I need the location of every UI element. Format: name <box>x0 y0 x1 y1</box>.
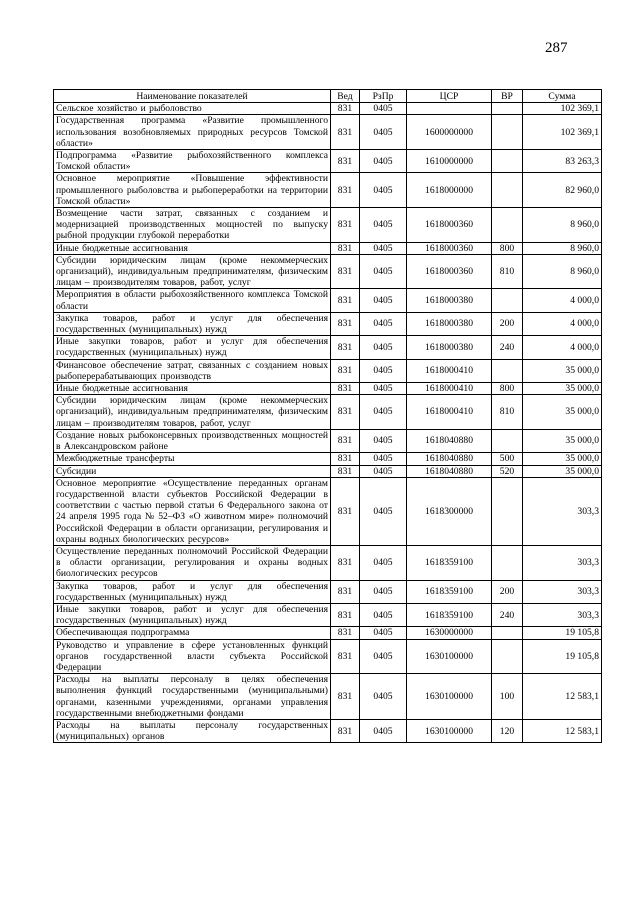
row-rzpr: 0405 <box>360 312 407 335</box>
header-sum: Сумма <box>523 90 602 103</box>
table-row <box>54 719 602 742</box>
row-name: Иные закупки товаров, работ и услуг для обеспечения государственных (муниципальных) нужд <box>54 336 331 359</box>
row-rzpr: 0405 <box>360 383 407 395</box>
row-csr: 1618359100 <box>407 545 492 580</box>
row-sum: 303,3 <box>523 603 602 626</box>
row-ved: 831 <box>331 254 360 289</box>
row-name: Межбюджетные трансферты <box>54 453 331 465</box>
row-ved: 831 <box>331 603 360 626</box>
row-ved: 831 <box>331 173 360 208</box>
row-csr: 1618359100 <box>407 580 492 603</box>
row-ved: 831 <box>331 674 360 720</box>
row-name: Сельское хозяйство и рыболовство <box>54 103 331 115</box>
header-ved: Вед <box>331 90 360 103</box>
row-csr: 1618000410 <box>407 359 492 382</box>
table-row <box>54 580 602 603</box>
row-ved: 831 <box>331 242 360 254</box>
row-rzpr: 0405 <box>360 719 407 742</box>
row-name: Мероприятия в области рыбохозяйственного комплекса Томской области <box>54 289 331 312</box>
row-csr: 1630100000 <box>407 719 492 742</box>
row-sum: 35 000,0 <box>523 465 602 477</box>
row-ved: 831 <box>331 465 360 477</box>
row-name: Осуществление переданных полномочий Российской Федерации в области организации, регулирования и охраны водных биологических ресурсов <box>54 545 331 580</box>
row-sum: 19 105,8 <box>523 639 602 674</box>
table-row <box>54 208 602 243</box>
row-name: Иные закупки товаров, работ и услуг для обеспечения государственных (муниципальных) нужд <box>54 603 331 626</box>
row-vr: 800 <box>492 383 523 395</box>
row-name: Государственная программа «Развитие промышленного использования возобновляемых природных ресурсов Томской области» <box>54 115 331 150</box>
table-row <box>54 465 602 477</box>
row-csr: 1618000000 <box>407 173 492 208</box>
row-sum: 8 960,0 <box>523 208 602 243</box>
table-row <box>54 173 602 208</box>
row-ved: 831 <box>331 580 360 603</box>
row-name: Иные бюджетные ассигнования <box>54 242 331 254</box>
row-ved: 831 <box>331 477 360 545</box>
table-row <box>54 639 602 674</box>
row-name: Субсидии <box>54 465 331 477</box>
header-rzpr: РзПр <box>360 90 407 103</box>
row-vr <box>492 150 523 173</box>
row-ved: 831 <box>331 336 360 359</box>
row-name: Закупка товаров, работ и услуг для обеспечения государственных (муниципальных) нужд <box>54 312 331 335</box>
table-row <box>54 336 602 359</box>
row-name: Основное мероприятие «Повышение эффективности промышленного рыболовства и рыбопереработки на территории Томской области» <box>54 173 331 208</box>
row-sum: 83 263,3 <box>523 150 602 173</box>
row-name: Расходы на выплаты персоналу в целях обеспечения выполнения функций государственными (муниципальными) органами, казенными учреждениями, органами управления государственными внебюджетными фондами <box>54 674 331 720</box>
row-csr: 1618359100 <box>407 603 492 626</box>
row-rzpr: 0405 <box>360 150 407 173</box>
row-ved: 831 <box>331 103 360 115</box>
row-ved: 831 <box>331 395 360 430</box>
header-vr: ВР <box>492 90 523 103</box>
row-csr: 1618040880 <box>407 465 492 477</box>
table-header-row <box>54 90 602 103</box>
table-row <box>54 627 602 639</box>
page-number: 287 <box>545 40 568 56</box>
row-rzpr: 0405 <box>360 208 407 243</box>
row-sum: 35 000,0 <box>523 359 602 382</box>
row-ved: 831 <box>331 627 360 639</box>
row-rzpr: 0405 <box>360 242 407 254</box>
row-sum: 12 583,1 <box>523 719 602 742</box>
row-ved: 831 <box>331 383 360 395</box>
row-rzpr: 0405 <box>360 627 407 639</box>
row-sum: 35 000,0 <box>523 383 602 395</box>
row-csr: 1630100000 <box>407 639 492 674</box>
row-rzpr: 0405 <box>360 336 407 359</box>
header-name: Наименование показателей <box>54 90 331 103</box>
row-sum: 102 369,1 <box>523 103 602 115</box>
row-csr: 1618000410 <box>407 383 492 395</box>
table-row <box>54 103 602 115</box>
row-rzpr: 0405 <box>360 254 407 289</box>
row-rzpr: 0405 <box>360 173 407 208</box>
row-csr: 1618000380 <box>407 289 492 312</box>
row-vr: 100 <box>492 674 523 720</box>
row-csr: 1618300000 <box>407 477 492 545</box>
row-ved: 831 <box>331 545 360 580</box>
row-vr <box>492 627 523 639</box>
row-vr <box>492 429 523 452</box>
row-rzpr: 0405 <box>360 674 407 720</box>
row-name: Подпрограмма «Развитие рыбохозяйственного комплекса Томской области» <box>54 150 331 173</box>
row-rzpr: 0405 <box>360 429 407 452</box>
row-vr: 500 <box>492 453 523 465</box>
row-sum: 35 000,0 <box>523 429 602 452</box>
row-csr: 1630000000 <box>407 627 492 639</box>
table-row <box>54 545 602 580</box>
row-rzpr: 0405 <box>360 453 407 465</box>
table-row <box>54 429 602 452</box>
table-row <box>54 359 602 382</box>
row-ved: 831 <box>331 312 360 335</box>
row-csr: 1618000360 <box>407 208 492 243</box>
row-rzpr: 0405 <box>360 395 407 430</box>
row-sum: 35 000,0 <box>523 395 602 430</box>
row-ved: 831 <box>331 208 360 243</box>
row-rzpr: 0405 <box>360 545 407 580</box>
table-row <box>54 674 602 720</box>
row-rzpr: 0405 <box>360 603 407 626</box>
row-vr: 810 <box>492 395 523 430</box>
row-sum: 12 583,1 <box>523 674 602 720</box>
row-ved: 831 <box>331 289 360 312</box>
row-vr: 240 <box>492 336 523 359</box>
row-ved: 831 <box>331 453 360 465</box>
row-ved: 831 <box>331 150 360 173</box>
row-sum: 4 000,0 <box>523 312 602 335</box>
row-ved: 831 <box>331 359 360 382</box>
row-name: Руководство и управление в сфере установленных функций органов государственной власти субъекта Российской Федерации <box>54 639 331 674</box>
row-csr: 1618000360 <box>407 242 492 254</box>
row-vr <box>492 173 523 208</box>
row-rzpr: 0405 <box>360 639 407 674</box>
row-vr <box>492 545 523 580</box>
row-sum: 303,3 <box>523 477 602 545</box>
table-row <box>54 115 602 150</box>
row-csr: 1618040880 <box>407 429 492 452</box>
row-sum: 303,3 <box>523 545 602 580</box>
row-rzpr: 0405 <box>360 465 407 477</box>
row-vr: 240 <box>492 603 523 626</box>
table-row <box>54 242 602 254</box>
row-vr <box>492 103 523 115</box>
budget-table <box>53 89 602 743</box>
table-row <box>54 150 602 173</box>
row-vr: 810 <box>492 254 523 289</box>
row-name: Субсидии юридическим лицам (кроме некоммерческих организаций), индивидуальным предпринимателям, физическим лицам – производителям товаров, работ, услуг <box>54 395 331 430</box>
row-vr: 200 <box>492 580 523 603</box>
row-vr <box>492 477 523 545</box>
row-vr <box>492 115 523 150</box>
row-name: Субсидии юридическим лицам (кроме некоммерческих организаций), индивидуальным предпринимателям, физическим лицам – производителям товаров, работ, услуг <box>54 254 331 289</box>
row-sum: 8 960,0 <box>523 254 602 289</box>
table-row <box>54 312 602 335</box>
row-rzpr: 0405 <box>360 115 407 150</box>
row-vr <box>492 208 523 243</box>
row-vr <box>492 359 523 382</box>
row-sum: 82 960,0 <box>523 173 602 208</box>
row-csr: 1618000380 <box>407 336 492 359</box>
row-vr <box>492 289 523 312</box>
row-name: Иные бюджетные ассигнования <box>54 383 331 395</box>
row-sum: 19 105,8 <box>523 627 602 639</box>
row-vr: 200 <box>492 312 523 335</box>
row-rzpr: 0405 <box>360 359 407 382</box>
row-ved: 831 <box>331 719 360 742</box>
table-row <box>54 395 602 430</box>
row-sum: 303,3 <box>523 580 602 603</box>
row-rzpr: 0405 <box>360 580 407 603</box>
row-csr <box>407 103 492 115</box>
row-csr: 1618000410 <box>407 395 492 430</box>
row-csr: 1618040880 <box>407 453 492 465</box>
row-rzpr: 0405 <box>360 289 407 312</box>
row-csr: 1618000380 <box>407 312 492 335</box>
row-vr: 120 <box>492 719 523 742</box>
row-name: Закупка товаров, работ и услуг для обеспечения государственных (муниципальных) нужд <box>54 580 331 603</box>
table-row <box>54 603 602 626</box>
row-name: Возмещение части затрат, связанных с созданием и модернизацией производственных мощностей по выпуску рыбной продукции глубокой переработки <box>54 208 331 243</box>
row-ved: 831 <box>331 639 360 674</box>
row-sum: 4 000,0 <box>523 336 602 359</box>
row-ved: 831 <box>331 429 360 452</box>
header-csr: ЦСР <box>407 90 492 103</box>
table-row <box>54 383 602 395</box>
row-sum: 102 369,1 <box>523 115 602 150</box>
row-rzpr: 0405 <box>360 477 407 545</box>
row-rzpr: 0405 <box>360 103 407 115</box>
table-row <box>54 254 602 289</box>
row-csr: 1610000000 <box>407 150 492 173</box>
row-sum: 35 000,0 <box>523 453 602 465</box>
row-name: Основное мероприятие «Осуществление переданных органам государственной власти субъектов Российской Федерации в соответствии с частью первой статьи 6 Федерального закона от 24 апреля 1995 года № 52–ФЗ «О животном мире» полномочий Российской Федерации в области организации, регулирования и охраны водных биологических ресурсов» <box>54 477 331 545</box>
row-sum: 4 000,0 <box>523 289 602 312</box>
row-vr: 520 <box>492 465 523 477</box>
row-csr: 1630100000 <box>407 674 492 720</box>
row-sum: 8 960,0 <box>523 242 602 254</box>
row-name: Финансовое обеспечение затрат, связанных с созданием новых рыбоперерабатывающих производств <box>54 359 331 382</box>
row-vr <box>492 639 523 674</box>
row-vr: 800 <box>492 242 523 254</box>
table-row <box>54 289 602 312</box>
table-row <box>54 453 602 465</box>
row-csr: 1618000360 <box>407 254 492 289</box>
table-row <box>54 477 602 545</box>
row-ved: 831 <box>331 115 360 150</box>
row-name: Расходы на выплаты персоналу государственных (муниципальных) органов <box>54 719 331 742</box>
row-csr: 1600000000 <box>407 115 492 150</box>
row-name: Создание новых рыбоконсервных производственных мощностей в Александровском районе <box>54 429 331 452</box>
row-name: Обеспечивающая подпрограмма <box>54 627 331 639</box>
